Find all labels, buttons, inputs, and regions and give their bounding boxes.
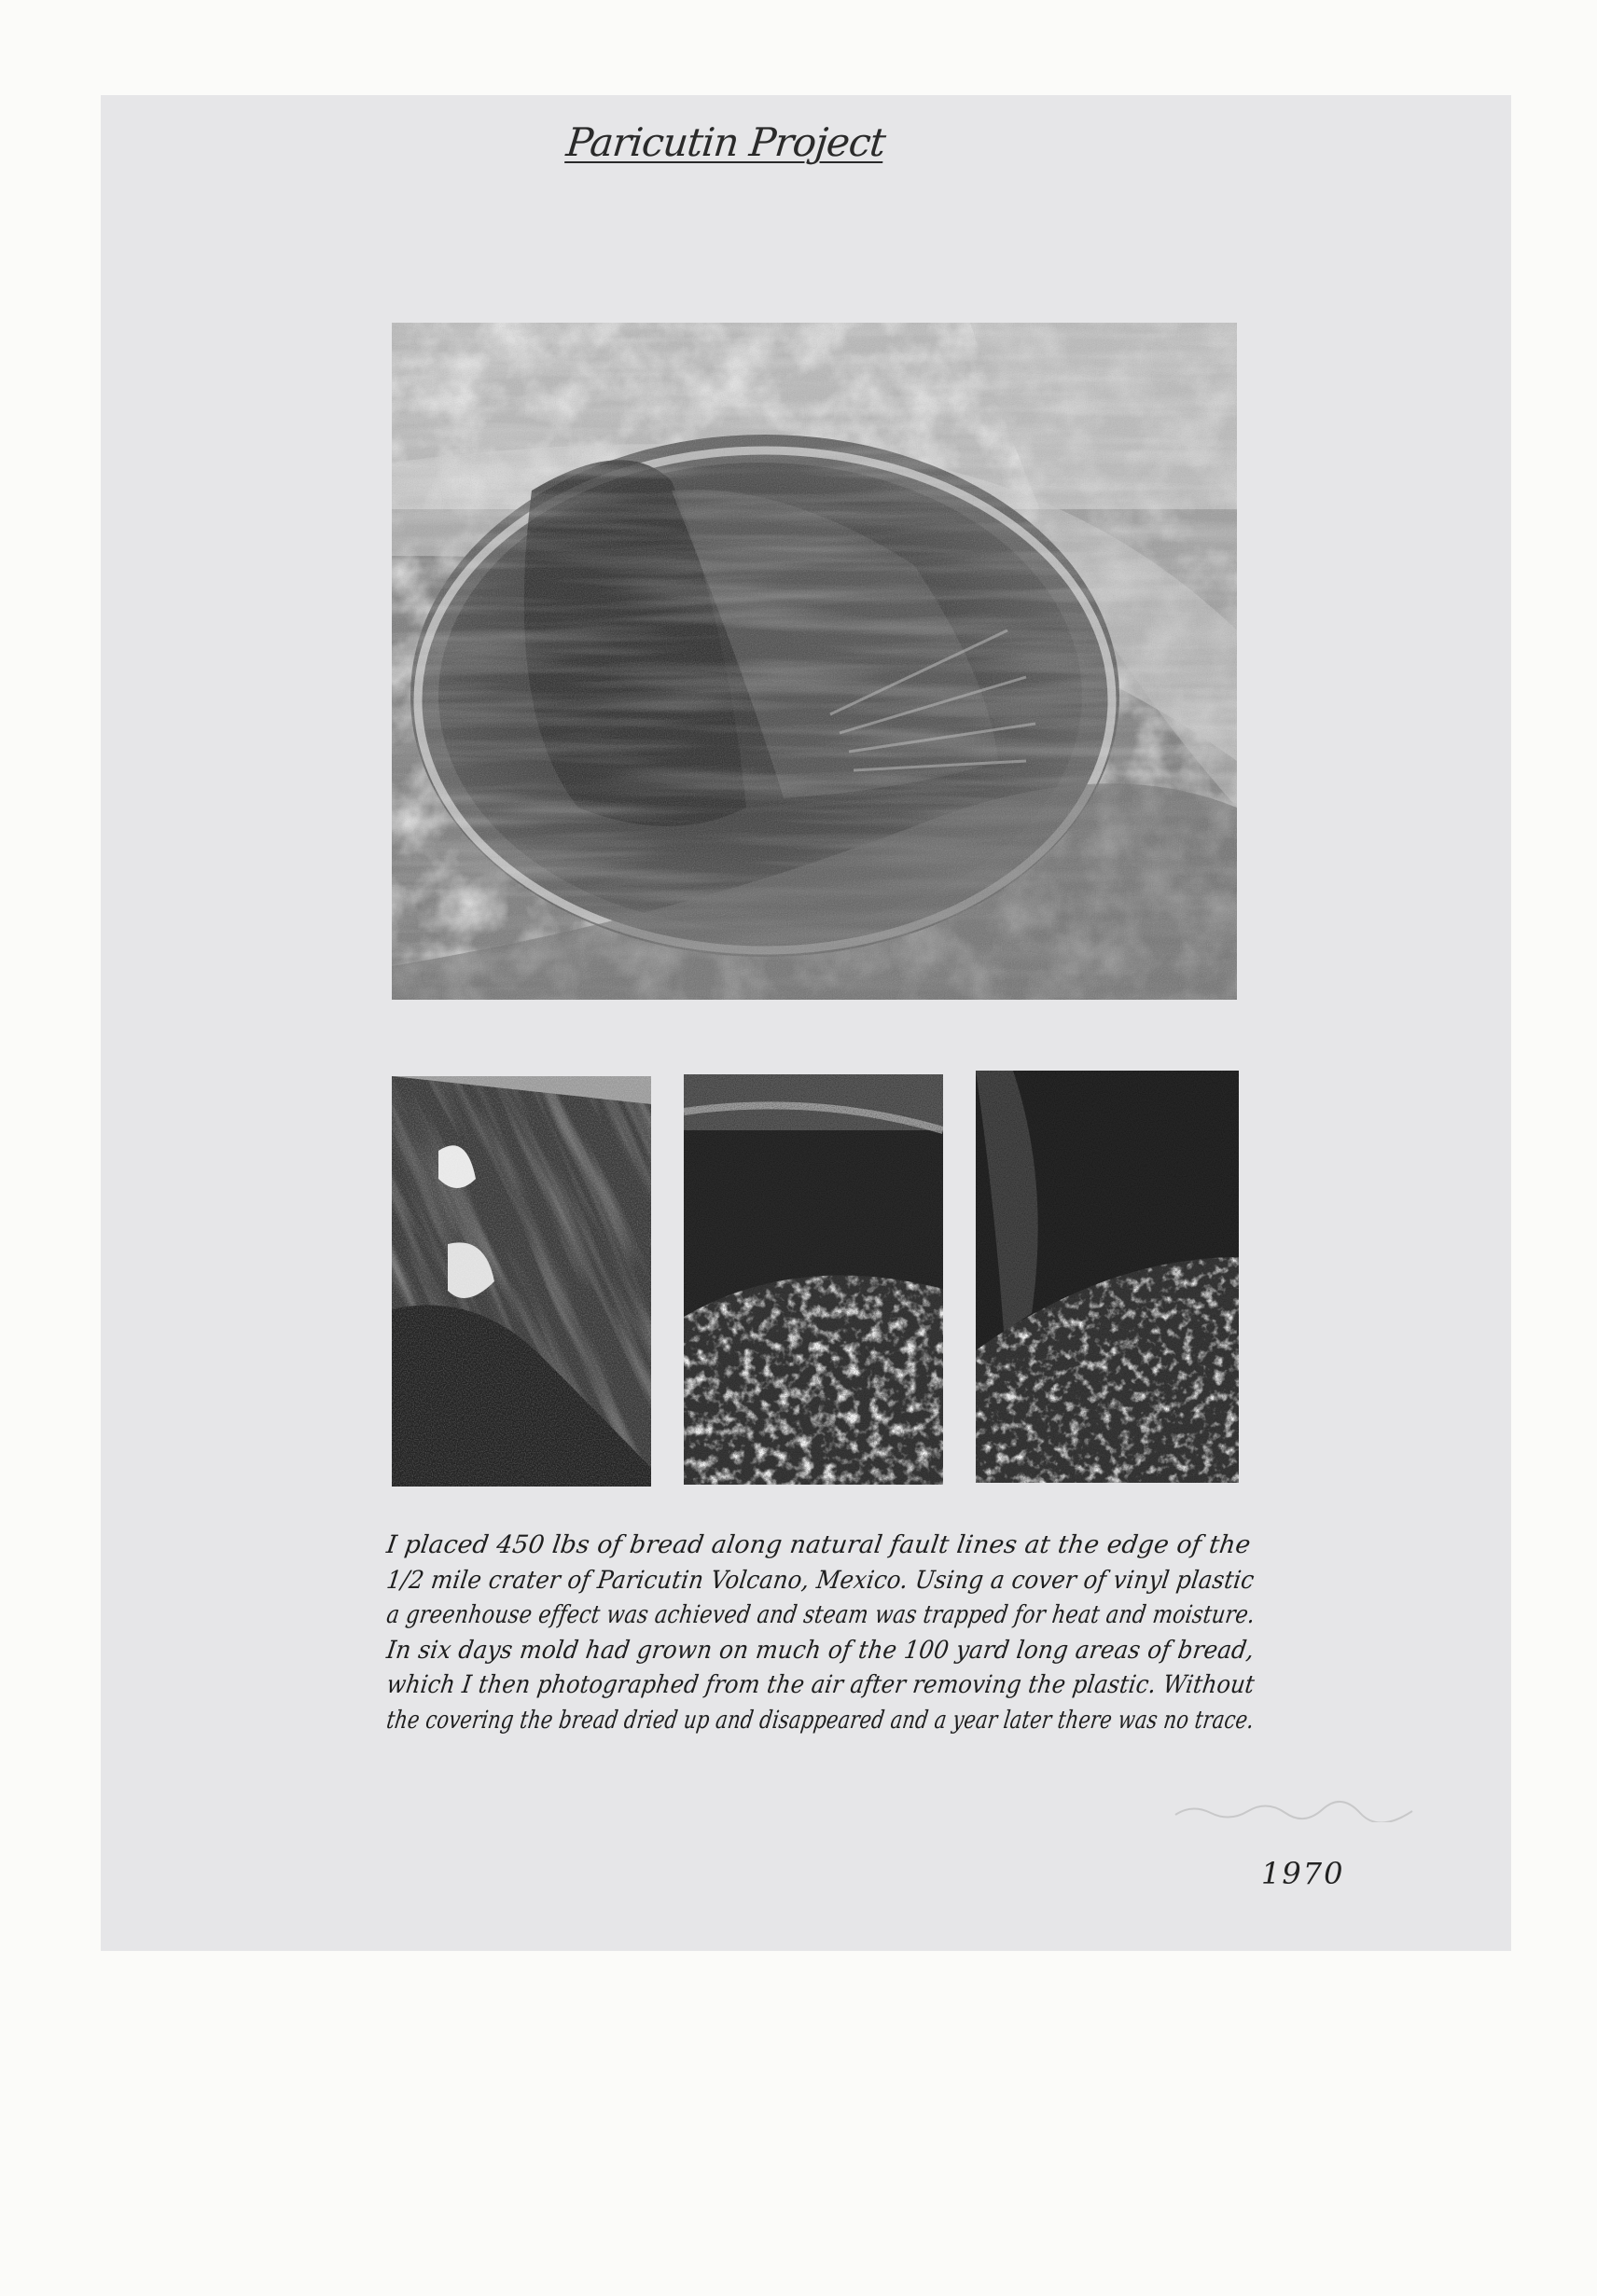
- crater-floor-image: [684, 1074, 943, 1485]
- crater-floor-photo: [684, 1074, 943, 1485]
- caption-text-block: [384, 1528, 1257, 1737]
- caption-line: I placed 450 lbs of bread along natural fault lines at the edge of the: [384, 1530, 1253, 1559]
- volcano-crater-aerial-photo: [392, 323, 1237, 1000]
- faint-signature-mark: [1173, 1800, 1416, 1822]
- crater-edge-photo: [976, 1071, 1239, 1483]
- caption-line: In six days mold had grown on much of the 100 yard long areas of bread,: [384, 1635, 1257, 1665]
- page-title: Paricutin Project: [563, 119, 888, 165]
- crater-wall-image: [392, 1076, 651, 1487]
- crater-wall-photo: [392, 1076, 651, 1487]
- year-label: 1970: [1261, 1856, 1345, 1891]
- caption-line: 1/2 mile crater of Paricutin Volcano, Mexico. Using a cover of vinyl plastic: [384, 1565, 1257, 1595]
- caption-line: the covering the bread dried up and disappeared and a year later there was no trace.: [384, 1705, 1257, 1735]
- crater-aerial-image: [392, 323, 1237, 1000]
- caption-line: a greenhouse effect was achieved and steam was trapped for heat and moisture.: [384, 1600, 1257, 1629]
- crater-edge-image: [976, 1071, 1239, 1483]
- caption-line: which I then photographed from the air after removing the plastic. Without: [384, 1670, 1257, 1699]
